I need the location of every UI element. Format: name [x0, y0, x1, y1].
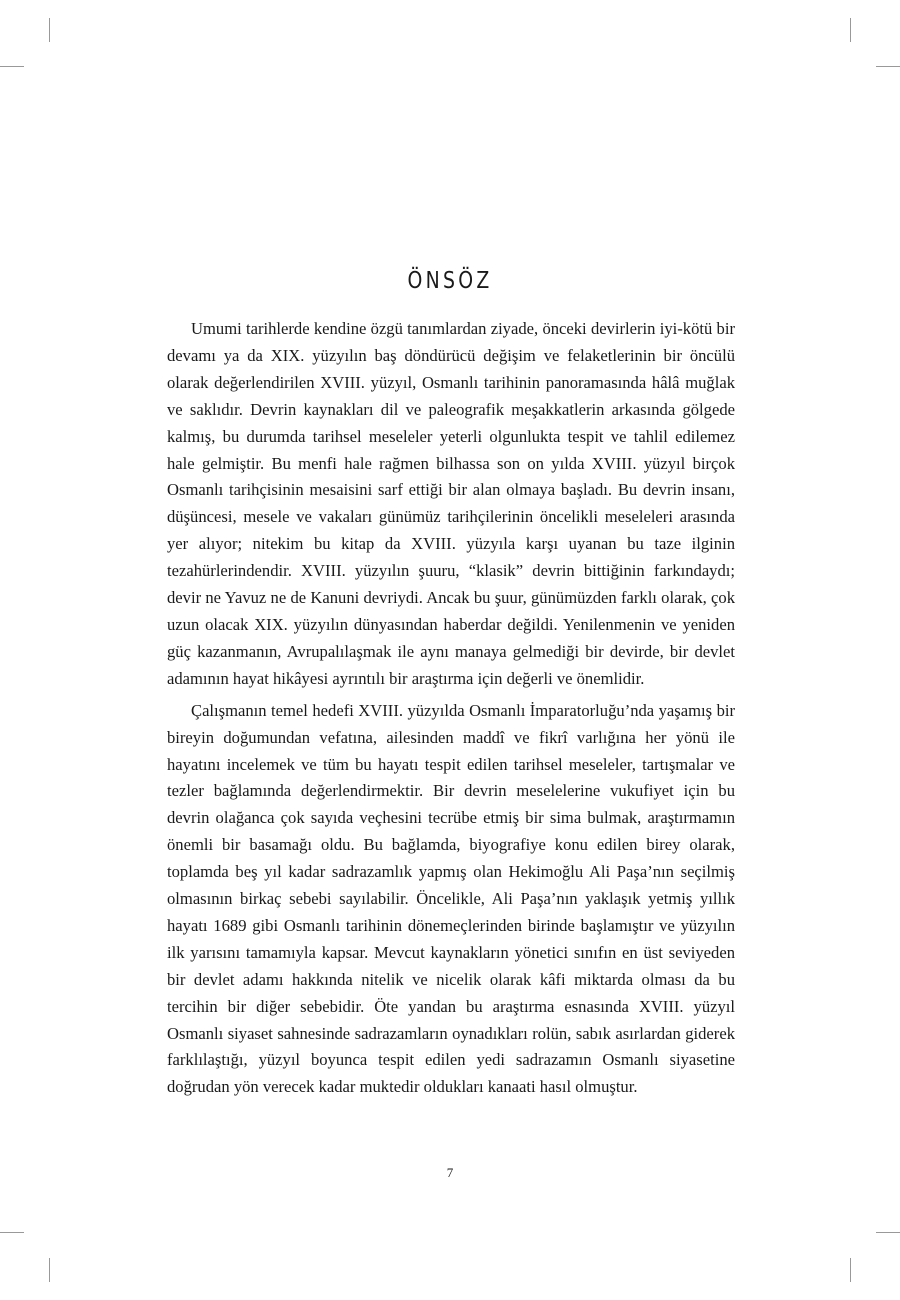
page-number: 7 — [446, 1165, 454, 1180]
crop-mark-top-right — [850, 18, 851, 42]
crop-mark-top-left-h — [0, 66, 24, 67]
crop-mark-bottom-right — [850, 1258, 851, 1282]
paragraph-2: Çalışmanın temel hedefi XVIII. yüzyılda Osmanlı İmparatorluğu’nda yaşamış bir bireyin doğumundan vefatına, ailesinden maddî ve fikrî varlığına her yönü ile hayatını incelemek ve tüm bu hayatı tespit edilen tarihsel meseleler, tartışmalar ve tezler bağlamında değerlendirmektir. Bir devrin meselelerine vukufiyet için bu devrin olağanca çok sayıda veçhesini tecrübe etmiş bir sima bulmak, araştırmamın önemli bir basamağı oldu. Bu bağlamda, biyografiye konu edilen birey olarak, toplamda beş yıl kadar sadrazamlık yapmış olan Hekimoğlu Ali Paşa’nın seçilmiş olmasının birkaç sebebi sayılabilir. Öncelikle, Ali Paşa’nın yaklaşık yetmiş yıllık hayatı 1689 gibi Osmanlı tarihinin dönemeçlerinden birinde başlamıştır ve yüzyılın ilk yarısını tamamıyla kapsar. Mevcut kaynakların yönetici sınıfın en üst seviyeden bir devlet adamı hakkında nitelik ve nicelik olarak kâfi miktarda olması da bu tercihin bir diğer sebebidir. Öte yandan bu araştırma esnasında XVIII. yüzyıl Osmanlı siyaset sahnesinde sadrazamların oynadıkları rolün, sabık asırlardan giderek farklılaştığı, yüzyıl boyunca tespit edilen yedi sadrazamın Osmanlı siyasetine doğrudan yön verecek kadar muktedir oldukları kanaati hasıl olmuştur. — [167, 700, 735, 1097]
crop-mark-top-right-h — [876, 66, 900, 67]
body-text — [167, 316, 735, 1101]
crop-mark-top-left — [49, 18, 50, 42]
crop-mark-bottom-left — [49, 1258, 50, 1282]
crop-mark-bottom-right-h — [876, 1232, 900, 1233]
paragraph-1: Umumi tarihlerde kendine özgü tanımlardan ziyade, önceki devirlerin iyi-kötü bir devamı ya da XIX. yüzyılın baş döndürücü değişim ve felaketlerinin bir öncülü olarak değerlendirilen XVIII. yüzyıl, Osmanlı tarihinin panoramasında hâlâ muğlak ve saklıdır. Devrin kaynakları dil ve paleografik meşakkatlerin arkasında gölgede kalmış, bu durumda tarihsel meseleler yeterli olgunlukta tespit ve tahlil edilemez hale gelmiştir. Bu menfi hale rağmen bilhassa son on yılda XVIII. yüzyıl birçok Osmanlı tarihçisinin mesaisini sarf ettiği bir alan olmaya başladı. Bu devrin insanı, düşüncesi, mesele ve vakaları günümüz tarihçilerinin öncelikli meseleleri arasında yer alıyor; nitekim bu kitap da XVIII. yüzyıla karşı uyanan bu taze ilginin tezahürlerindendir. XVIII. yüzyılın şuuru, “klasik” devrin bittiğinin farkındaydı; devir ne Yavuz ne de Kanuni devriydi. Ancak bu şuur, günümüzden farklı olarak, çok uzun olacak XIX. yüzyılın dünyasından haberdar değildi. Yenilenmenin ve yeniden güç kazanmanın, Avrupalılaşmak ile aynı manaya gelmediği bir devirde, bir devlet adamının hayat hikâyesi ayrıntılı bir araştırma için değerli ve önemlidir. — [167, 319, 735, 688]
chapter-title: ÖNSÖZ — [407, 268, 493, 294]
crop-mark-bottom-left-h — [0, 1232, 24, 1233]
